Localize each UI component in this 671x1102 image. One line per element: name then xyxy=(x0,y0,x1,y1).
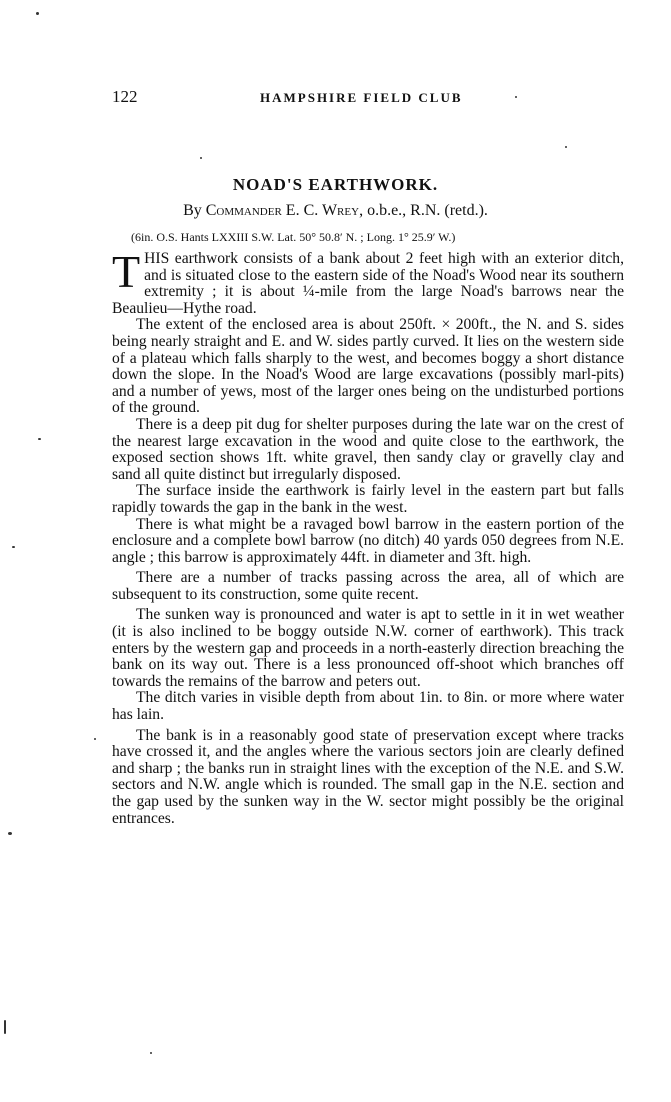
scan-speck xyxy=(36,12,39,15)
scan-speck xyxy=(515,96,517,98)
paragraph-8: The ditch varies in visible depth from about 1in. to 8in. or more where water has lain. xyxy=(112,689,624,724)
scan-speck xyxy=(8,832,12,835)
scan-speck xyxy=(200,157,202,159)
byline xyxy=(0,202,671,220)
scan-speck xyxy=(565,146,567,148)
byline-author: Commander E. C. Wrey xyxy=(205,202,360,219)
byline-honours: , o.b.e., R.N. (retd.). xyxy=(359,202,488,219)
article-body xyxy=(112,246,624,827)
journal-title: HAMPSHIRE FIELD CLUB xyxy=(260,90,463,105)
scan-speck xyxy=(150,1052,152,1054)
scan-speck xyxy=(94,738,96,740)
scan-speck xyxy=(4,1020,6,1034)
scan-speck xyxy=(12,546,15,548)
paragraph-6: There are a number of tracks passing across the area, all of which are subsequent to its construction, some quite recent. xyxy=(112,569,624,603)
paragraph-3: There is a deep pit dug for shelter purposes during the late war on the crest of the nearest large excavation in the wood and quite close to the earthwork, the exposed section shows 1ft. white gravel, then sandy clay or gravelly clay and sand all quite distinct but irregularly disposed. xyxy=(112,415,624,483)
paragraph-1 xyxy=(112,246,624,317)
paragraph-7: The sunken way is pronounced and water is apt to settle in it in wet weather (it is also inclined to be boggy outside N.W. corner of earthwork). This track enters by the western gap and proceeds in a north-easterly direction breaching the bank on its way out. There is a less pronounced off-shoot which branches off towards the remains of the barrow and peters out. xyxy=(112,606,624,690)
running-head xyxy=(112,87,620,107)
drop-cap: T xyxy=(112,246,141,297)
paragraph-5: There is what might be a ravaged bowl barrow in the eastern portion of the enclosure and a complete bowl barrow (no ditch) 40 yards 050 degrees from N.E. angle ; this barrow is approximately 44ft. in diameter and 3ft. high. xyxy=(112,515,624,566)
byline-prefix: By xyxy=(183,202,206,219)
map-reference: (6in. O.S. Hants LXXIII S.W. Lat. 50° 50.8′ N. ; Long. 1° 25.9′ W.) xyxy=(131,230,456,244)
paragraph-9: The bank is in a reasonably good state of preservation except where tracks have crossed it, and the angles where the various sectors join are clearly defined and sharp ; the banks run in straight lines with the exception of the N.E. and S.W. sectors and N.W. angle which is rounded. The small gap in the N.E. section and the gap used by the sunken way in the W. sector might possibly be the original entrances. xyxy=(112,726,624,827)
page-number: 122 xyxy=(112,87,138,106)
scan-speck xyxy=(38,438,41,440)
paragraph-2: The extent of the enclosed area is about 250ft. × 200ft., the N. and S. sides being nearly straight and E. and W. sides partly curved. It lies on the western side of a plateau which falls sharply to the west, and becomes boggy a short distance down the slope. In the Noad's Wood are large excavations (possibly marl-pits) and a number of yews, most of the larger ones being on the undisturbed portions of the ground. xyxy=(112,316,624,417)
paragraph-4: The surface inside the earthwork is fairly level in the eastern part but falls rapidly towards the gap in the bank in the west. xyxy=(112,482,624,516)
article-title: NOAD'S EARTHWORK. xyxy=(232,175,439,194)
paragraph-text: HIS earthwork consists of a bank about 2 feet high with an exterior ditch, and is situated close to the eastern side of the Noad's Wood near its southern extremity ; it is about ¼-mile from the large Noad's barrows near the Beaulieu—Hythe road. xyxy=(112,250,624,317)
